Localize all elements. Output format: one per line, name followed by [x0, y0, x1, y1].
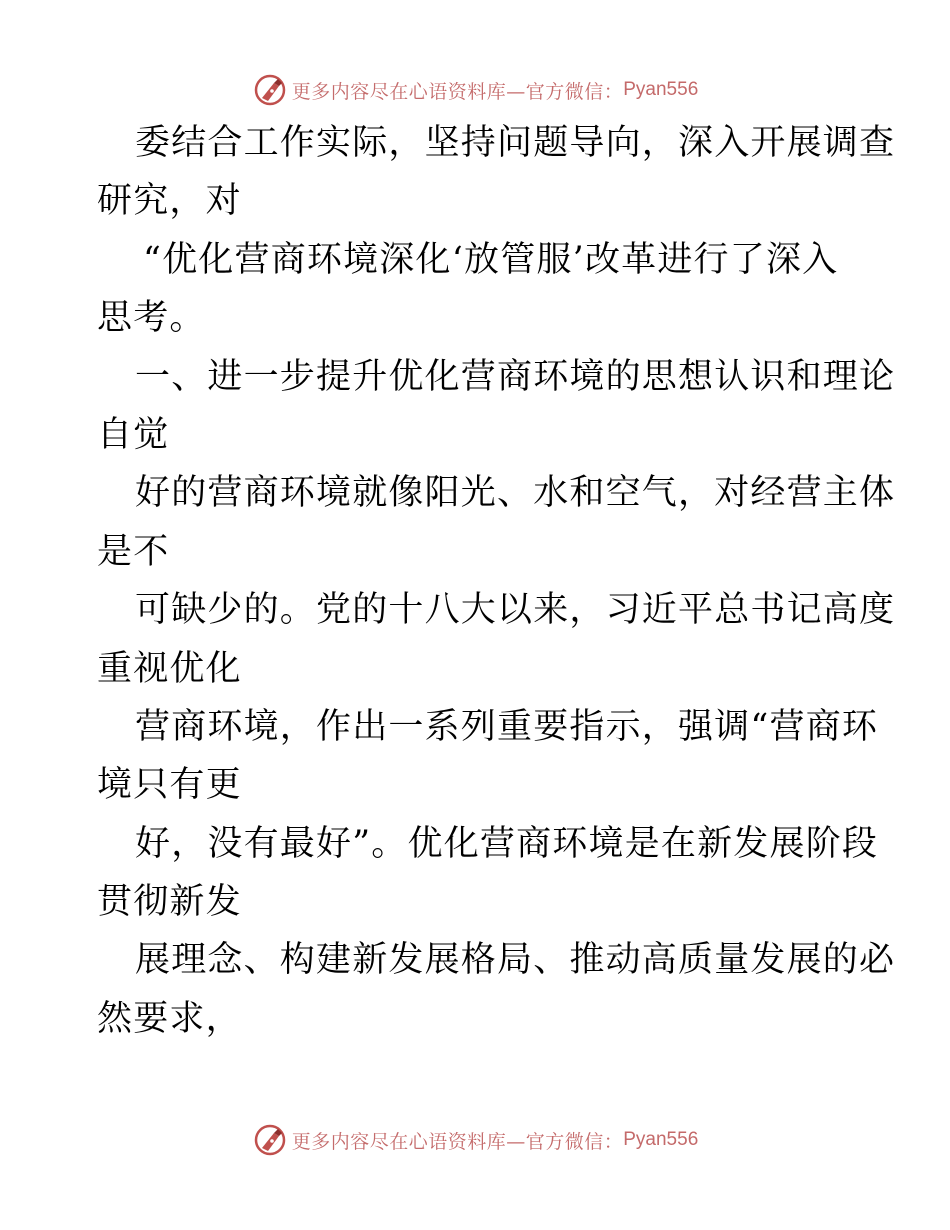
watermark-text: 更多内容尽在心语资料库—官方微信： — [291, 80, 624, 103]
pen-nib-logo-icon — [252, 1122, 288, 1158]
watermark-wechat-id: Pyan556 — [623, 1129, 699, 1150]
paragraph-3-line-1: 好的营商环境就像阳光、水和空气，对经营主体 — [135, 473, 896, 514]
watermark-wechat-id: Pyan556 — [623, 79, 699, 100]
paragraph-3-line-2: 是不 — [97, 531, 170, 572]
footer-watermark — [0, 1120, 950, 1160]
paragraph-6-line-2: 贯彻新发 — [97, 882, 242, 923]
document-body — [97, 114, 896, 1048]
paragraph-7-line-1: 展理念、构建新发展格局、推动高质量发展的必 — [135, 940, 896, 981]
pen-nib-logo-icon — [252, 72, 288, 108]
watermark-text: 更多内容尽在心语资料库—官方微信： — [291, 1130, 624, 1153]
paragraph-5-line-2: 境只有更 — [97, 765, 242, 806]
paragraph-6-line-1: 好，没有最好”。优化营商环境是在新发展阶段 — [135, 823, 879, 864]
section-heading-line-1: 一、进一步提升优化营商环境的思想认识和理论 — [135, 356, 896, 397]
header-watermark — [0, 70, 950, 110]
paragraph-1-line-1: “优化营商环境深化‘放管服’改革进行了深入 — [143, 239, 839, 280]
paragraph-4-line-1: 可缺少的。党的十八大以来，习近平总书记高度 — [135, 590, 896, 631]
paragraph-0-line-1: 委结合工作实际，坚持问题导向，深入开展调查 — [135, 123, 896, 163]
paragraph-4-line-2: 重视优化 — [97, 648, 242, 689]
section-heading-line-2: 自觉 — [97, 414, 170, 455]
paragraph-7-line-2: 然要求， — [97, 998, 242, 1039]
paragraph-5-line-1: 营商环境，作出一系列重要指示，强调“营商环 — [135, 706, 879, 747]
paragraph-0-line-2: 研究，对 — [97, 181, 242, 222]
paragraph-1-line-2: 思考。 — [97, 298, 206, 339]
